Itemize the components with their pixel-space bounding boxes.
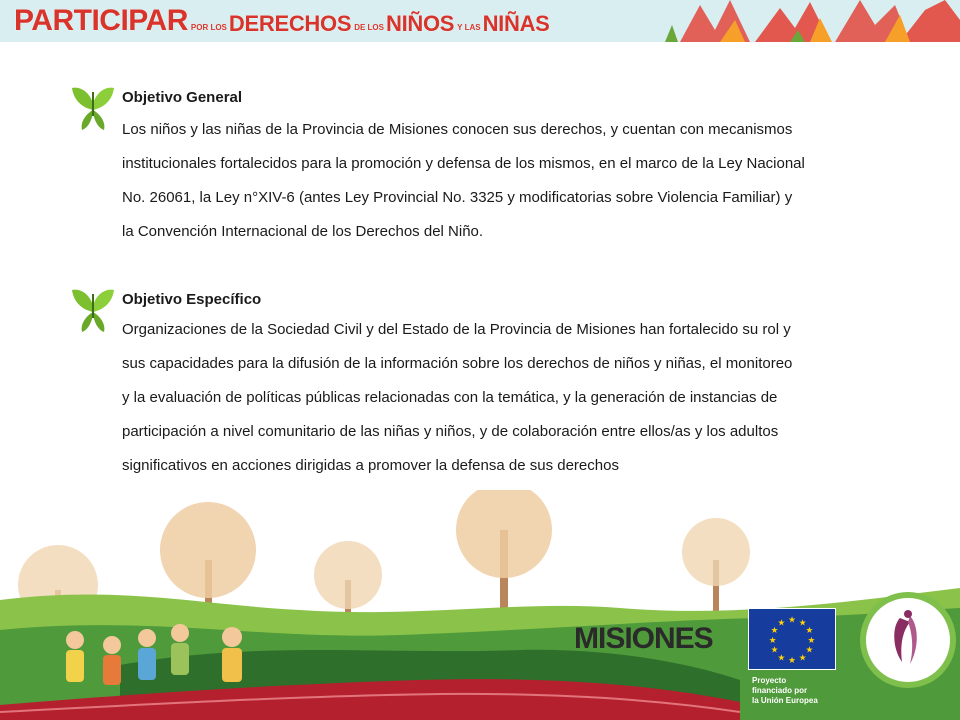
paragraph-line: Los niños y las niñas de la Provincia de Misiones conocen sus derechos, y cuentan con mecanismos bbox=[122, 121, 793, 138]
organization-logo-icon bbox=[866, 598, 950, 682]
paragraph-line: institucionales fortalecidos para la promoción y defensa de los mismos, en el marco de la Ley Nacional bbox=[122, 155, 805, 172]
banner-title bbox=[14, 6, 550, 36]
eu-caption-line: financiado por bbox=[752, 686, 808, 695]
svg-text:★: ★ bbox=[768, 635, 777, 646]
title-word-derechos: DERECHOS bbox=[228, 11, 352, 36]
header-banner bbox=[0, 0, 960, 42]
section-paragraph bbox=[122, 313, 908, 483]
paragraph-line: No. 26061, la Ley n°XIV-6 (antes Ley Provincial No. 3325 y modificatorias sobre Violencia Familiar) y bbox=[122, 189, 793, 206]
paragraph-line: significativos en acciones dirigidas a promover la defensa de sus derechos bbox=[122, 457, 619, 474]
paragraph-line: Organizaciones de la Sociedad Civil y del Estado de la Provincia de Misiones han fortalecido su rol y bbox=[122, 321, 791, 338]
svg-text:★: ★ bbox=[777, 618, 786, 629]
section-title: Objetivo General bbox=[122, 89, 243, 106]
objetivo-general-section bbox=[70, 80, 910, 250]
title-word-ninos: NIÑOS bbox=[385, 11, 455, 36]
butterflies-decoration-icon bbox=[660, 0, 960, 42]
svg-text:★: ★ bbox=[807, 635, 816, 646]
organization-logo bbox=[860, 592, 956, 688]
svg-text:★: ★ bbox=[805, 626, 814, 637]
svg-text:★: ★ bbox=[798, 618, 807, 629]
eu-caption-line: la Unión Europea bbox=[752, 696, 818, 705]
paragraph-line: la Convención Internacional de los Derechos del Niño. bbox=[122, 223, 484, 240]
section-title: Objetivo Específico bbox=[122, 291, 262, 308]
svg-text:★: ★ bbox=[805, 645, 814, 656]
section-paragraph bbox=[122, 113, 908, 249]
svg-text:★: ★ bbox=[777, 653, 786, 664]
eu-flag-icon bbox=[748, 608, 836, 670]
eu-caption bbox=[752, 676, 872, 706]
butterfly-icon bbox=[70, 282, 116, 336]
objetivo-especifico-section bbox=[70, 282, 910, 482]
title-word-participar: PARTICIPAR bbox=[14, 4, 188, 37]
paragraph-line: participación a nivel comunitario de las niñas y niños, y de colaboración entre ellos/as y los adultos bbox=[122, 423, 779, 440]
svg-text:★: ★ bbox=[770, 626, 779, 637]
svg-text:★: ★ bbox=[798, 653, 807, 664]
paragraph-line: y la evaluación de políticas públicas relacionadas con la temática, y la generación de instancias de bbox=[122, 389, 778, 406]
title-small-de-los: DE LOS bbox=[354, 23, 384, 32]
title-word-ninas: NIÑAS bbox=[482, 11, 550, 36]
title-small-y-las: Y LAS bbox=[457, 23, 481, 32]
paragraph-line: sus capacidades para la difusión de la información sobre los derechos de niños y niñas, el monitoreo bbox=[122, 355, 793, 372]
svg-text:★: ★ bbox=[788, 656, 796, 667]
eu-caption-line: Proyecto bbox=[752, 676, 787, 685]
svg-text:★: ★ bbox=[788, 615, 796, 626]
svg-text:★: ★ bbox=[770, 645, 779, 656]
title-small-por-los: POR LOS bbox=[190, 23, 227, 32]
butterfly-icon bbox=[70, 80, 116, 134]
misiones-logo: MISIONES bbox=[574, 622, 713, 655]
